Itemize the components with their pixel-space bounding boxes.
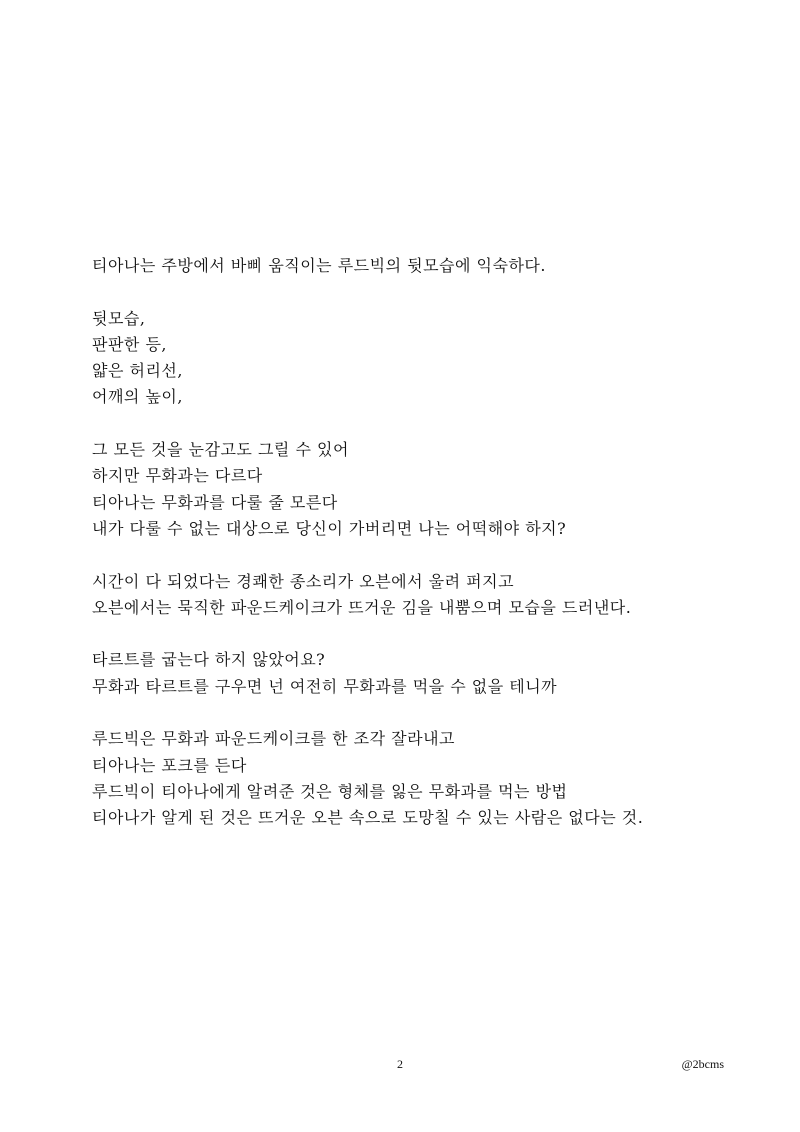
stanza-gap <box>92 621 752 647</box>
text-line: 그 모든 것을 눈감고도 그릴 수 있어 <box>92 440 349 460</box>
author-handle: @2bcms <box>681 1057 724 1071</box>
text-line: 하지만 무화과는 다르다 <box>92 466 263 486</box>
text-line: 뒷모습, <box>92 308 146 328</box>
text-line: 루드빅은 무화과 파운드케이크를 한 조각 잘라내고 <box>92 729 456 749</box>
text-line: 시간이 다 되었다는 경쾌한 종소리가 오븐에서 울려 퍼지고 <box>92 571 515 591</box>
text-line: 얇은 허리선, <box>92 361 183 381</box>
stanza-gap <box>92 279 752 305</box>
page-number: 2 <box>397 1057 403 1071</box>
text-line: 티아나는 포크를 든다 <box>92 755 247 775</box>
stanza-gap <box>92 700 752 726</box>
stanza-gap <box>92 542 752 568</box>
text-line: 내가 다룰 수 없는 대상으로 당신이 가버리면 나는 어떡해야 하지? <box>92 518 567 538</box>
text-line: 루드빅이 티아나에게 알려준 것은 형체를 잃은 무화과를 먹는 방법 <box>92 781 568 801</box>
stanza-gap <box>92 411 752 437</box>
text-line: 티아나가 알게 된 것은 뜨거운 오븐 속으로 도망칠 수 있는 사람은 없다는 것. <box>92 808 644 828</box>
text-line: 무화과 타르트를 구우면 넌 여전히 무화과를 먹을 수 없을 테니까 <box>92 676 558 696</box>
text-line: 어깨의 높이, <box>92 387 183 407</box>
text-line: 타르트를 굽는다 하지 않았어요? <box>92 650 326 670</box>
text-line: 오븐에서는 묵직한 파운드케이크가 뜨거운 김을 내뿜으며 모습을 드러낸다. <box>92 597 632 617</box>
text-line: 티아나는 주방에서 바삐 움직이는 루드빅의 뒷모습에 익숙하다. <box>92 256 546 275</box>
text-line: 티아나는 무화과를 다룰 줄 모른다 <box>92 492 338 512</box>
text-line: 판판한 등, <box>92 334 167 354</box>
poem-body <box>92 253 752 832</box>
